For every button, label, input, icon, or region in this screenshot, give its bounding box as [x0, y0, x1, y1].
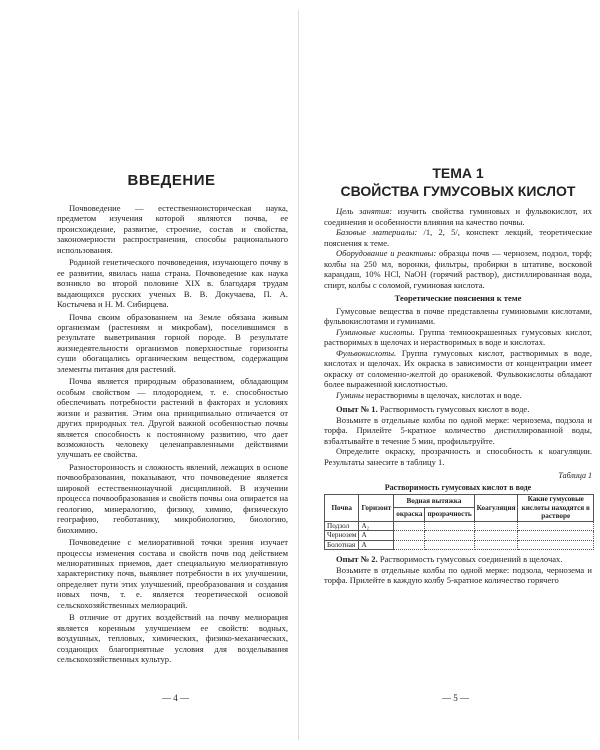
topic-number: ТЕМА 1: [432, 165, 484, 181]
table-row: [325, 531, 594, 541]
paragraph: В отличие от других воздействий на почву мелиорация является коренным улучшением ее свойств: водных, воздушных, тепловых, химических, физико-механических, создающих благоприятные условия для возделывания сельскохозяйственных культур.: [57, 612, 288, 665]
paragraph: Родиной генетического почвоведения, изучающего почву в ее развитии, явилась наша страна. Почвоведение как наука возникло во второй половине XIX в. благодаря трудам выдающихся русских ученых В. В. Докучаева, П. А. Костычева и Н. М. Сибирцева.: [57, 257, 288, 310]
paragraph: Почва своим образованием на Земле обязана живым организмам (растениям и микробам), поселившимся в результате выветривания горной породе. В результате жизнедеятельности организмов поверхностные горизонты суши обогащались органическим веществом, содержащим элементы питания для растений.: [57, 311, 288, 374]
cell-empty: [474, 540, 518, 550]
cell-soil: Подзол: [325, 521, 359, 531]
page-title-topic: СВОЙСТВА ГУМУСОВЫХ КИСЛОТ: [340, 183, 576, 199]
fulvo-acids-paragraph: [324, 348, 592, 390]
paragraph: Почвоведение — естественноисторическая наука, предметом изучения которой являются почва, ее происхождение, развитие, строение, состав и свойства, закономерности распространения, способы рационального использования.: [57, 203, 288, 255]
humins-label: Гумины: [336, 389, 364, 400]
experiment-2-label: Опыт № 2.: [336, 554, 378, 564]
humic-acids-paragraph: [324, 327, 592, 348]
table-caption: Растворимость гумусовых кислот в воде: [384, 482, 532, 492]
paragraph: Почвоведение с мелиоративной точки зрения изучает процессы изменения состава и свойств почв под действием мелиоративных приемов, дает специальную мелиоративную характеристику почв, выявляет потребности в их улучшении, определяет пути этих улучшений, преобразования и создания новых почв, т. е. является теоретической основой сельскохозяйственных мелиораций.: [57, 537, 288, 610]
cell-empty: [518, 521, 594, 531]
paragraph: Разносторонность и сложность явлений, лежащих в основе почвообразования, показывают, что почвоведение является широкой естественнонаучной дисциплиной. В изучении процесса почвообразования и свойств почвы она опирается на геологию, минералогию, физику, химию, физическую географию, геоботанику, микробиологию, биологию, биохимию.: [57, 461, 288, 535]
header-transparency: прозрачность: [425, 508, 474, 521]
paragraph: Возьмите в отдельные колбы по одной мерке: чернозема, подзола и торфа. Прилейте 5-кратное количество дистиллированной воды, взбалтывайте в течение 5 мин, профильтруйте.: [324, 414, 592, 446]
cell-empty: [394, 531, 425, 541]
cell-empty: [474, 531, 518, 541]
humins-text: нерастворимы в щелочах, кислотах и воде.: [363, 389, 522, 400]
page-number-left: — 4 —: [162, 693, 189, 703]
humins-paragraph: [324, 390, 592, 401]
paragraph: Почва является природным образованием, обладающим особым свойством — плодородием, т. е. способностью обеспечивать потребности растений в факторах и условиях жизни и развития. Этим она принципиально отличается от других природных тел. Другой важной особенностью почвы является способность к постоянному развитию, что дает возможность человеку целенаправленными действиями улучшать ее свойства.: [57, 376, 288, 460]
experiment-1-title: Растворимость гумусовых кислот в воде.: [377, 404, 530, 414]
header-acids-in-solution: Какие гумусовые кислоты находятся в растворе: [518, 495, 594, 522]
experiment-1-label: Опыт № 1.: [336, 404, 378, 414]
introduction-text: [57, 203, 288, 666]
goal-text: изучить свойства гуминовых и фульвокислот, их соединения и особенности влияния на качество почвы.: [324, 206, 592, 227]
cell-empty: [425, 540, 474, 550]
cell-empty: [518, 540, 594, 550]
cell-horizon: A: [359, 531, 394, 541]
base-text: /1, 2, 5/, конспект лекций, теоретические пояснения к теме.: [324, 227, 592, 248]
paragraph: Возьмите в отдельные колбы по одной мерке: подзола, чернозема и торфа. Прилейте в каждую колбу 5-кратное количество горячего: [324, 564, 592, 585]
solubility-table: [324, 494, 594, 550]
table-row: [325, 540, 594, 550]
header-color: окраска: [394, 508, 425, 521]
cell-empty: [474, 521, 518, 531]
header-horizon: Горизонт: [359, 495, 394, 522]
cell-soil: Чернозем: [325, 531, 359, 541]
cell-empty: [394, 521, 425, 531]
page-number-right: — 5 —: [442, 693, 469, 703]
table-header-row: [325, 495, 594, 508]
experiment-1-heading: [324, 404, 592, 415]
equipment-text: образцы почв — чернозем, подзол, торф; колбы на 250 мл, воронки, фильтры, пробирки в штативе, восковой карандаш, 10% HCl, NaOH (горячий раствор), дистиллированная вода, спирт, колбы с соломой, гуминовая кислота.: [324, 248, 592, 290]
humic-label: Гуминовые кислоты.: [336, 326, 415, 337]
goal-label: Цель занятия:: [336, 206, 393, 216]
paragraph: Гумусовые вещества в почве представлены гуминовыми кислотами, фульвокислотами и гуминами.: [324, 305, 592, 326]
header-water-extract: Водная вытяжка: [394, 495, 474, 508]
goal-paragraph: [324, 206, 592, 227]
cell-empty: [425, 521, 474, 531]
table-label: Таблица 1: [558, 471, 592, 480]
theory-heading: Теоретические пояснения к теме: [394, 293, 522, 303]
experiment-2-heading: [324, 554, 592, 565]
topic-text: [324, 206, 592, 586]
experiment-2-title: Растворимость гумусовых соединений в щелочах.: [377, 554, 563, 564]
cell-horizon: A: [359, 540, 394, 550]
fulvo-text: Группа гумусовых кислот, растворимых в воде, кислотах и щелочах. Их окраска в зависимости от концентрации имеет окраску от соломенно-желтой до оранжевой. Фульвокислоты обладают более выраженной кислотностью.: [324, 347, 592, 389]
equipment-paragraph: [324, 248, 592, 290]
base-label: Базовые материалы:: [336, 227, 418, 237]
humic-text: Группа темноокрашенных гумусовых кислот, растворимых в щелочах и нерастворимых в воде и кислотах.: [324, 326, 592, 347]
cell-empty: [518, 531, 594, 541]
table-row: [325, 521, 594, 531]
header-coagulation: Коагуляция: [474, 495, 518, 522]
cell-empty: [394, 540, 425, 550]
header-soil: Почва: [325, 495, 359, 522]
equipment-label: Оборудование и реактивы:: [336, 248, 437, 258]
cell-empty: [425, 531, 474, 541]
paragraph: Определите окраску, прозрачность и способность к коагуляции. Результаты занесите в таблицу 1.: [324, 446, 592, 467]
cell-soil: Болотная: [325, 540, 359, 550]
page-title-introduction: ВВЕДЕНИЕ: [127, 172, 216, 189]
page-divider: [298, 10, 299, 740]
cell-horizon: A₂: [359, 521, 394, 531]
base-materials-paragraph: [324, 227, 592, 248]
fulvo-label: Фульвокислоты.: [336, 347, 397, 358]
